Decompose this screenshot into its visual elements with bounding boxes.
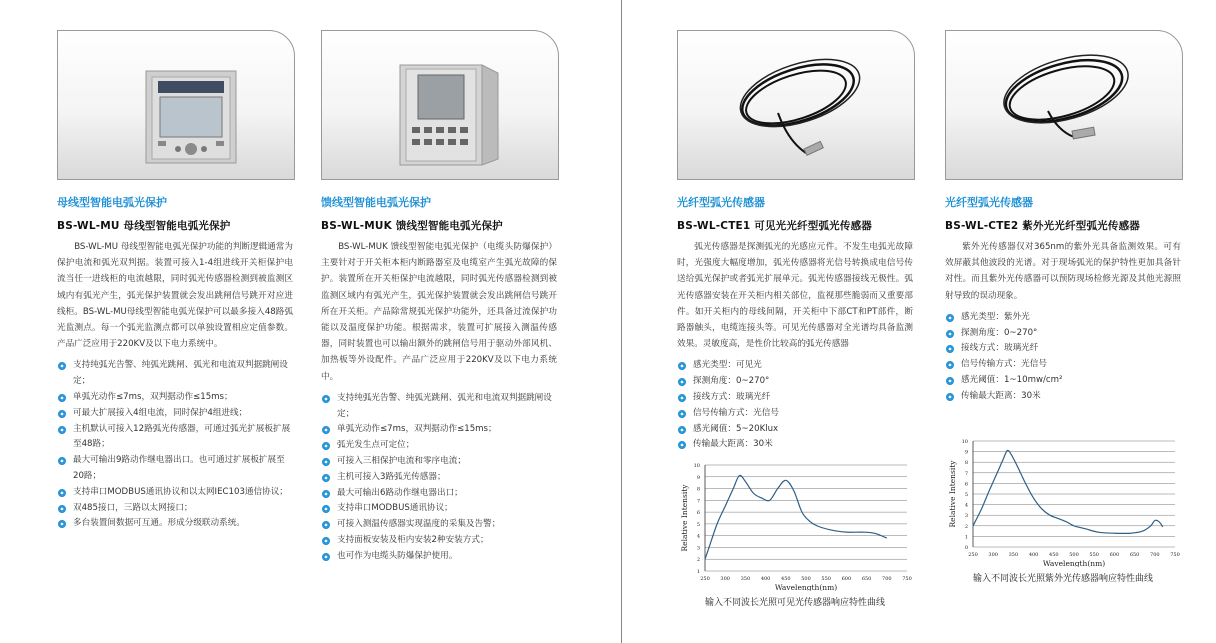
y-tick-label: 7 xyxy=(696,498,700,505)
feature-item: 传输最大距离：30米 xyxy=(945,389,1181,405)
feature-item: 主机可接入3路弧光传感器； xyxy=(321,470,557,486)
y-tick-label: 5 xyxy=(696,522,700,529)
series-line xyxy=(705,476,887,560)
y-tick-label: 2 xyxy=(964,523,968,530)
x-tick-label: 750 xyxy=(902,576,912,583)
feature-item: 双485接口，三路以太网接口； xyxy=(57,501,293,517)
x-tick-label: 650 xyxy=(861,576,872,583)
feature-list xyxy=(321,391,557,565)
y-tick-label: 9 xyxy=(964,449,968,456)
relay-device-icon xyxy=(322,31,558,179)
response-chart-uv xyxy=(945,435,1181,571)
x-tick-label: 300 xyxy=(988,551,998,558)
feature-item: 最大可输出6路动作继电器出口； xyxy=(321,486,557,502)
feature-item: 弧光发生点可定位； xyxy=(321,438,557,454)
product-photo-cte2 xyxy=(945,30,1183,180)
feature-list xyxy=(57,358,293,532)
feature-item: 接线方式：玻璃光纤 xyxy=(945,341,1181,357)
product-model: BS-WL-MU 母线型智能电弧光保护 xyxy=(57,220,231,232)
x-tick-label: 700 xyxy=(1150,551,1160,558)
chart-caption: 输入不同波长光照可见光传感器响应特性曲线 xyxy=(704,598,885,609)
product-description: 紫外光传感器仅对365nm的紫外光具备监测效果。可有效屏蔽其他波段的光谱。对于现场弧光的保护特性更加具备针对性。而且紫外光传感器可以预防现场检修光源及其他光源照射导致的误动现象。 xyxy=(945,242,1181,301)
feature-item: 也可作为电缆头防爆保护使用。 xyxy=(321,549,557,565)
y-tick-label: 1 xyxy=(696,569,700,576)
chart-svg xyxy=(677,459,913,591)
feature-item: 感光阈值：5~20Klux xyxy=(677,422,913,438)
x-tick-label: 500 xyxy=(801,576,811,583)
fiber-sensor-icon xyxy=(678,31,914,179)
x-tick-label: 350 xyxy=(740,576,751,583)
x-tick-label: 400 xyxy=(760,576,771,583)
feature-item: 可接入测温传感器实现温度的采集及告警； xyxy=(321,517,557,533)
feature-item: 信号传输方式：光信号 xyxy=(677,406,913,422)
feature-item: 探测角度：0~270° xyxy=(677,374,913,390)
feature-item: 传输最大距离：30米 xyxy=(677,437,913,453)
chart-svg xyxy=(945,435,1181,567)
feature-item: 支持纯弧光告警、纯弧光跳闸、弧光和电流双判据跳闸设定； xyxy=(321,391,557,423)
feature-item: 单弧光动作≤7ms，双判据动作≤15ms； xyxy=(57,390,293,406)
x-tick-label: 750 xyxy=(1170,551,1180,558)
feature-item: 支持纯弧光告警、纯弧光跳闸、弧光和电流双判据跳闸设定； xyxy=(57,358,293,390)
y-tick-label: 6 xyxy=(696,510,700,517)
product-column-muk xyxy=(321,30,557,565)
y-tick-label: 4 xyxy=(964,502,968,509)
y-tick-label: 8 xyxy=(964,459,968,466)
x-tick-label: 250 xyxy=(700,576,710,583)
y-tick-label: 7 xyxy=(964,470,968,477)
product-column-cte2 xyxy=(945,30,1181,584)
product-model: BS-WL-CTE2 紫外光光纤型弧光传感器 xyxy=(945,220,1140,232)
page-divider xyxy=(621,0,622,643)
y-axis-label: Relative Intensity xyxy=(680,484,689,552)
x-tick-label: 600 xyxy=(841,576,852,583)
product-photo-muk xyxy=(321,30,559,180)
y-tick-label: 8 xyxy=(696,486,700,493)
x-tick-label: 350 xyxy=(1008,551,1019,558)
feature-item: 可最大扩展接入4组电流，同时保护4组进线； xyxy=(57,406,293,422)
feature-item: 最大可输出9路动作继电器出口。也可通过扩展板扩展至20路； xyxy=(57,453,293,485)
x-tick-label: 650 xyxy=(1129,551,1140,558)
y-tick-label: 10 xyxy=(693,463,700,470)
x-tick-label: 550 xyxy=(1089,551,1099,558)
product-model: BS-WL-CTE1 可见光光纤型弧光传感器 xyxy=(677,220,872,232)
fiber-sensor-icon xyxy=(946,31,1182,179)
y-tick-label: 2 xyxy=(696,557,700,564)
feature-item: 多台装置间数据可互通。形成分级联动系统。 xyxy=(57,516,293,532)
feature-item: 主机默认可接入12路弧光传感器，可通过弧光扩展板扩展至48路； xyxy=(57,422,293,454)
y-tick-label: 4 xyxy=(696,533,700,540)
x-tick-label: 450 xyxy=(781,576,791,583)
feature-item: 接线方式：玻璃光纤 xyxy=(677,390,913,406)
product-column-mu xyxy=(57,30,293,532)
x-axis-label: Wavelength(nm) xyxy=(1042,558,1106,567)
feature-item: 探测角度：0~270° xyxy=(945,326,1181,342)
product-category: 光纤型弧光传感器 xyxy=(677,196,765,209)
y-tick-label: 1 xyxy=(964,533,968,540)
product-category: 母线型智能电弧光保护 xyxy=(57,196,167,209)
y-tick-label: 6 xyxy=(964,480,968,487)
product-description: BS-WL-MUK 馈线型智能电弧光保护（电缆头防爆保护）主要针对于开关柜本柜内断路器室及电缆室产生弧光故障的保护。装置所在开关柜保护电流越限，同时弧光传感器检测到被监测区域内有弧光产生，弧光保护装置就会发出跳闸信号跳开所在开关柜。产品除常规弧光保护功能外，还具备过流保护功能以及温度保护功能。根据需求，装置可扩展接入测温传感器，同时装置也可以输出额外的跳闸信号用于驱动外部风机、加热板等外设配件。产品广泛应用于220KV及以下电力系统中。 xyxy=(321,242,557,382)
feature-item: 支持串口MODBUS通讯协议； xyxy=(321,501,557,517)
y-tick-label: 3 xyxy=(696,545,700,552)
product-category: 光纤型弧光传感器 xyxy=(945,196,1033,209)
y-tick-label: 5 xyxy=(964,491,968,498)
relay-device-icon xyxy=(58,31,294,179)
x-tick-label: 400 xyxy=(1028,551,1039,558)
series-line xyxy=(973,450,1163,533)
product-model: BS-WL-MUK 馈线型智能电弧光保护 xyxy=(321,220,503,232)
y-axis-label: Relative Intensity xyxy=(948,460,957,528)
feature-item: 支持串口MODBUS通讯协议和以太网IEC103通信协议； xyxy=(57,485,293,501)
x-tick-label: 300 xyxy=(720,576,730,583)
product-category: 馈线型智能电弧光保护 xyxy=(321,196,431,209)
product-description: BS-WL-MU 母线型智能电弧光保护功能的判断逻辑通常为保护电流和弧光双判据。装置可接入1-4组进线开关柜保护电流当任一进线柜的电流越限，同时弧光传感器检测到被监测区域内有弧光产生，弧光保护装置就会发出跳闸信号跳开对应进线柜。BS-WL-MU母线型智能电弧光保护可以最多接入48路弧光监测点。每一个弧光监测点都可以单独设置相应定值参数。产品广泛应用于220KV及以下电力系统中。 xyxy=(57,242,293,350)
x-tick-label: 600 xyxy=(1109,551,1120,558)
feature-list xyxy=(945,310,1181,405)
y-tick-label: 10 xyxy=(961,438,968,445)
y-tick-label: 3 xyxy=(964,512,968,519)
x-axis-label: Wavelength(nm) xyxy=(774,583,838,592)
y-tick-label: 9 xyxy=(696,474,700,481)
x-tick-label: 550 xyxy=(821,576,831,583)
feature-item: 感光类型：紫外光 xyxy=(945,310,1181,326)
feature-item: 可接入三相保护电流和零序电流； xyxy=(321,454,557,470)
x-tick-label: 450 xyxy=(1049,551,1059,558)
feature-item: 信号传输方式：光信号 xyxy=(945,357,1181,373)
product-photo-cte1 xyxy=(677,30,915,180)
y-tick-label: 0 xyxy=(964,544,968,551)
product-column-cte1 xyxy=(677,30,913,608)
feature-list xyxy=(677,358,913,453)
chart-caption: 输入不同波长光照紫外光传感器响应特性曲线 xyxy=(972,573,1153,584)
feature-item: 支持面板安装及柜内安装2种安装方式； xyxy=(321,533,557,549)
feature-item: 感光阈值：1~10mw/cm² xyxy=(945,373,1181,389)
x-tick-label: 250 xyxy=(968,551,978,558)
product-photo-mu xyxy=(57,30,295,180)
feature-item: 感光类型：可见光 xyxy=(677,358,913,374)
x-tick-label: 700 xyxy=(882,576,892,583)
response-chart-visible xyxy=(677,459,913,595)
feature-item: 单弧光动作≤7ms，双判据动作≤15ms； xyxy=(321,422,557,438)
product-description: 弧光传感器是探测弧光的光感应元件。不发生电弧光故障时，光强度大幅度增加，弧光传感器将光信号转换成电信号传送给弧光保护或者弧光扩展单元。弧光传感器接线无极性。弧光传感器安装在开关柜内相关部位，监视那些脆弱而又重要部件。如开关柜内的母线间隔，开关柜中下部CT和PT部件，断路器触头，电缆连接头等。可见光传感器对全光谱均具备监测效果。灵敏度高，是性价比较高的弧光传感器 xyxy=(677,242,913,350)
x-tick-label: 500 xyxy=(1069,551,1079,558)
